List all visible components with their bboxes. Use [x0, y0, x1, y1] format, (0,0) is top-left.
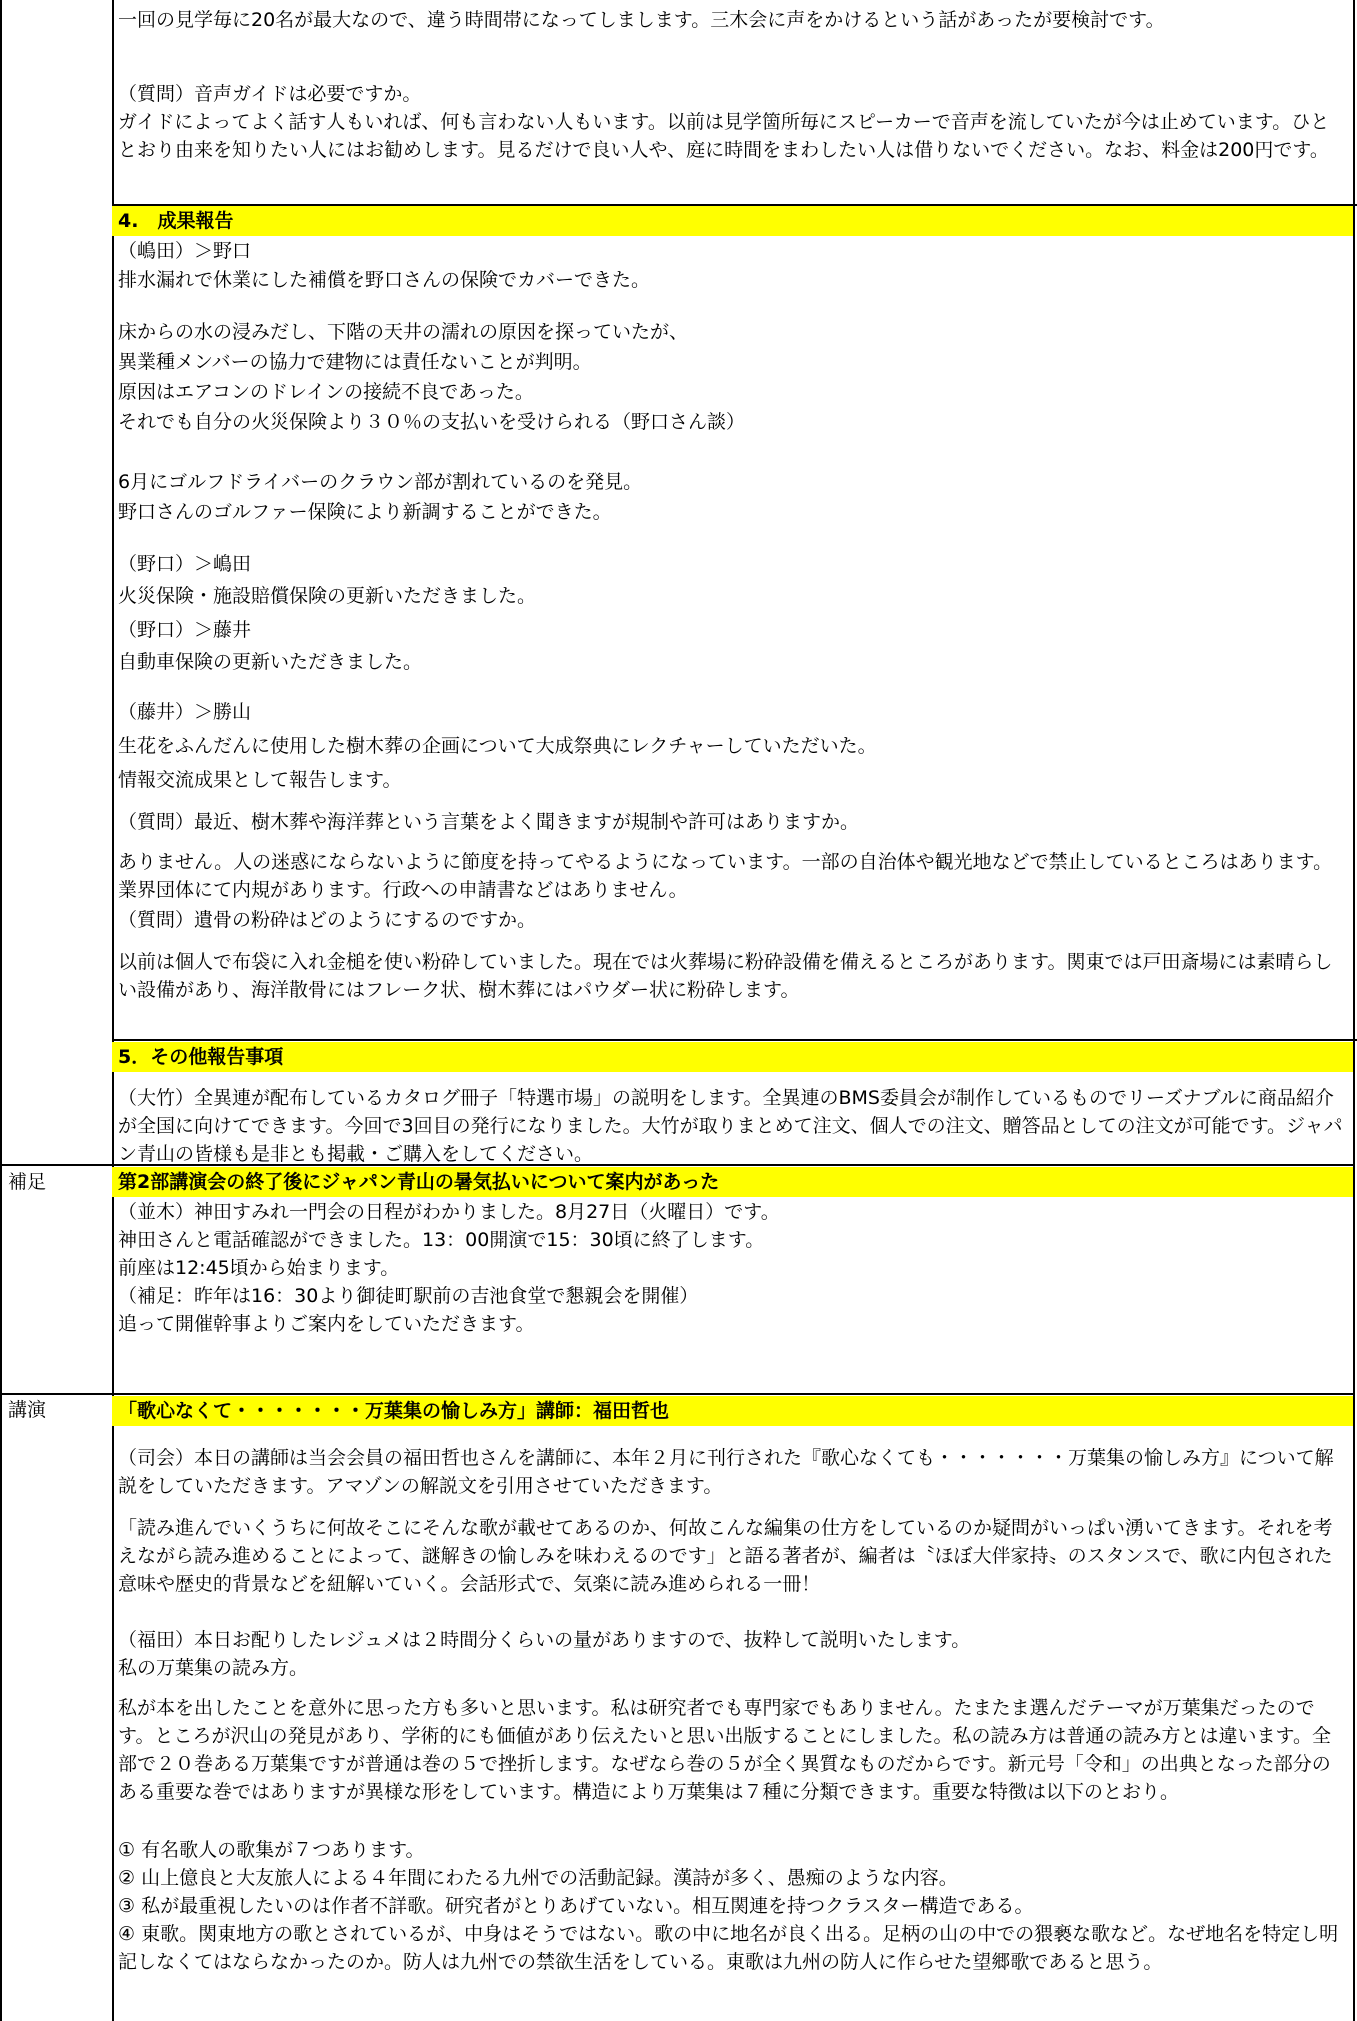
- section-heading-band: [112, 206, 1353, 236]
- list-item: 生花をふんだんに使用した樹木葬の企画について大成祭典にレクチャーしていただいた。: [118, 735, 877, 757]
- list-item: 原因はエアコンのドレインの接続不良であった。: [118, 381, 534, 403]
- paragraph: 私が本を出したことを意外に思った方も多いと思います。私は研究者でも専門家でもありません。たまたま選んだテーマが万葉集だったのです。ところが沢山の発見があり、学術的にも価値があり伝えたいと思い出版することにしました。私の読み方は普通の読み方とは違います。全部で２０巻ある万葉集ですが普通は巻の５で挫折します。なぜなら巻の５が全く異質なものだからです。新元号「令和」の出典となった部分のある重要な巻ではありますが異様な形をしています。構造により万葉集は７種に分類できます。重要な特徴は以下のとおり。: [118, 1697, 1331, 1803]
- list-item: 6月にゴルフドライバーのクラウン部が割れているのを発見。: [118, 471, 643, 493]
- list-item: ③ 私が最重視したいのは作者不詳歌。研究者がとりあげていない。相互関連を持つクラスター構造である。: [118, 1895, 1034, 1917]
- list-item: （野口）＞嶋田: [118, 553, 252, 575]
- row-label: 補足: [8, 1171, 47, 1193]
- list-item: それでも自分の火災保険より３０％の支払いを受けられる（野口さん談）: [118, 411, 746, 433]
- paragraph: ガイドによってよく話す人もいれば、何も言わない人もいます。以前は見学箇所毎にスピーカーで音声を流していたが今は止めています。ひととおり由来を知りたい人にはお勧めします。見るだけで良い人や、庭に時間をまわしたい人は借りないでください。なお、料金は200円です。: [118, 111, 1330, 161]
- list-item: 情報交流成果として報告します。: [118, 769, 402, 791]
- list-item: （嶋田）＞野口: [118, 240, 252, 262]
- question-text: （質問）最近、樹木葬や海洋葬という言葉をよく聞きますが規制や許可はありますか。: [118, 811, 860, 833]
- paragraph: ありません。人の迷惑にならないように節度を持ってやるようになっています。一部の自治体や観光地などで禁止しているところはあります。業界団体にて内規があります。行政への申請書などはありません。: [118, 851, 1333, 901]
- list-item: ① 有名歌人の歌集が７つあります。: [118, 1839, 425, 1861]
- list-item: （補足：昨年は16：30より御徒町駅前の吉池食堂で懇親会を開催）: [118, 1285, 699, 1307]
- paragraph: 以前は個人で布袋に入れ金槌を使い粉砕していました。現在では火葬場に粉砕設備を備えるところがあります。関東では戸田斎場には素晴らしい設備があり、海洋散骨にはフレーク状、樹木葬にはパウダー状に粉砕します。: [118, 951, 1333, 1001]
- paragraph: （司会）本日の講師は当会会員の福田哲也さんを講師に、本年２月に刊行された『歌心なくても・・・・・・・万葉集の愉しみ方』について解説をしていただきます。アマゾンの解説文を引用させていただきます。: [118, 1447, 1334, 1497]
- paragraph: （福田）本日お配りしたレジュメは２時間分くらいの量がありますので、抜粋して説明いたします。: [118, 1629, 971, 1651]
- section-heading: 「歌心なくて・・・・・・・万葉集の愉しみ方」講師：福田哲也: [118, 1400, 670, 1422]
- question-text: （質問）遺骨の粉砕はどのようにするのですか。: [118, 909, 537, 931]
- list-item: 追って開催幹事よりご案内をしていただきます。: [118, 1313, 535, 1335]
- row-label: 講演: [8, 1399, 47, 1421]
- section-heading: 第2部講演会の終了後にジャパン青山の暑気払いについて案内があった: [118, 1171, 720, 1193]
- row-divider: [2, 1393, 1353, 1395]
- paragraph: 一回の見学毎に20名が最大なので、違う時間帯になってしまします。三木会に声をかけるという話があったが要検討です。: [118, 9, 1165, 31]
- list-item: ② 山上億良と大友旅人による４年間にわたる九州での活動記録。漢詩が多く、愚痴のような内容。: [118, 1867, 958, 1889]
- row-divider: [112, 1039, 1357, 1041]
- section-heading-band: [112, 1042, 1353, 1072]
- section-heading: 5．その他報告事項: [118, 1046, 284, 1068]
- list-item: ④ 東歌。関東地方の歌とされているが、中身はそうではない。歌の中に地名が良く出る。足柄の山の中での猥褻な歌など。なぜ地名を特定し明記しなくてはならなかったのか。防人は九州での禁欲生活をしている。東歌は九州の防人に作らせた望郷歌であると思う。: [118, 1923, 1339, 1973]
- list-item: 火災保険・施設賠償保険の更新いただきました。: [118, 585, 537, 607]
- section-heading: 4. 成果報告: [118, 210, 234, 232]
- list-item: （並木）神田すみれ一門会の日程がわかりました。8月27日（火曜日）です。: [118, 1201, 780, 1223]
- list-item: 前座は12:45頃から始まります。: [118, 1257, 400, 1279]
- list-item: （野口）＞藤井: [118, 619, 252, 641]
- list-item: 野口さんのゴルファー保険により新調することができた。: [118, 501, 612, 523]
- list-item: 神田さんと電話確認ができました。13：00開演で15：30頃に終了します。: [118, 1229, 765, 1251]
- paragraph: 「読み進んでいくうちに何故そこにそんな歌が載せてあるのか、何故こんな編集の仕方をしているのか疑問がいっぱい湧いてきます。それを考えながら読み進めることによって、謎解きの愉しみを味わえるのです」と語る著者が、編者は〝ほぼ大伴家持〟のスタンスで、歌に内包された意味や歴史的背景などを紐解いていく。会話形式で、気楽に読み進められる一冊！: [118, 1517, 1333, 1595]
- question-text: （質問）音声ガイドは必要ですか。: [118, 83, 422, 105]
- paragraph: （大竹）全異連が配布しているカタログ冊子「特選市場」の説明をします。全異連のBMS委員会が制作しているものでリーズナブルに商品紹介が全国に向けてできます。今回で3回目の発行になりました。大竹が取りまとめて注文、個人での注文、贈答品としての注文が可能です。ジャパン青山の皆様も是非とも掲載・ご購入をしてください。: [118, 1087, 1343, 1165]
- list-item: 排水漏れで休業にした補償を野口さんの保険でカバーできた。: [118, 269, 651, 291]
- column-divider: [112, 0, 114, 2021]
- paragraph: 私の万葉集の読み方。: [118, 1657, 309, 1679]
- list-item: （藤井）＞勝山: [118, 701, 252, 723]
- list-item: 異業種メンバーの協力で建物には責任ないことが判明。: [118, 351, 592, 373]
- list-item: 床からの水の浸みだし、下階の天井の濡れの原因を探っていたが、: [118, 321, 689, 343]
- list-item: 自動車保険の更新いただきました。: [118, 651, 423, 673]
